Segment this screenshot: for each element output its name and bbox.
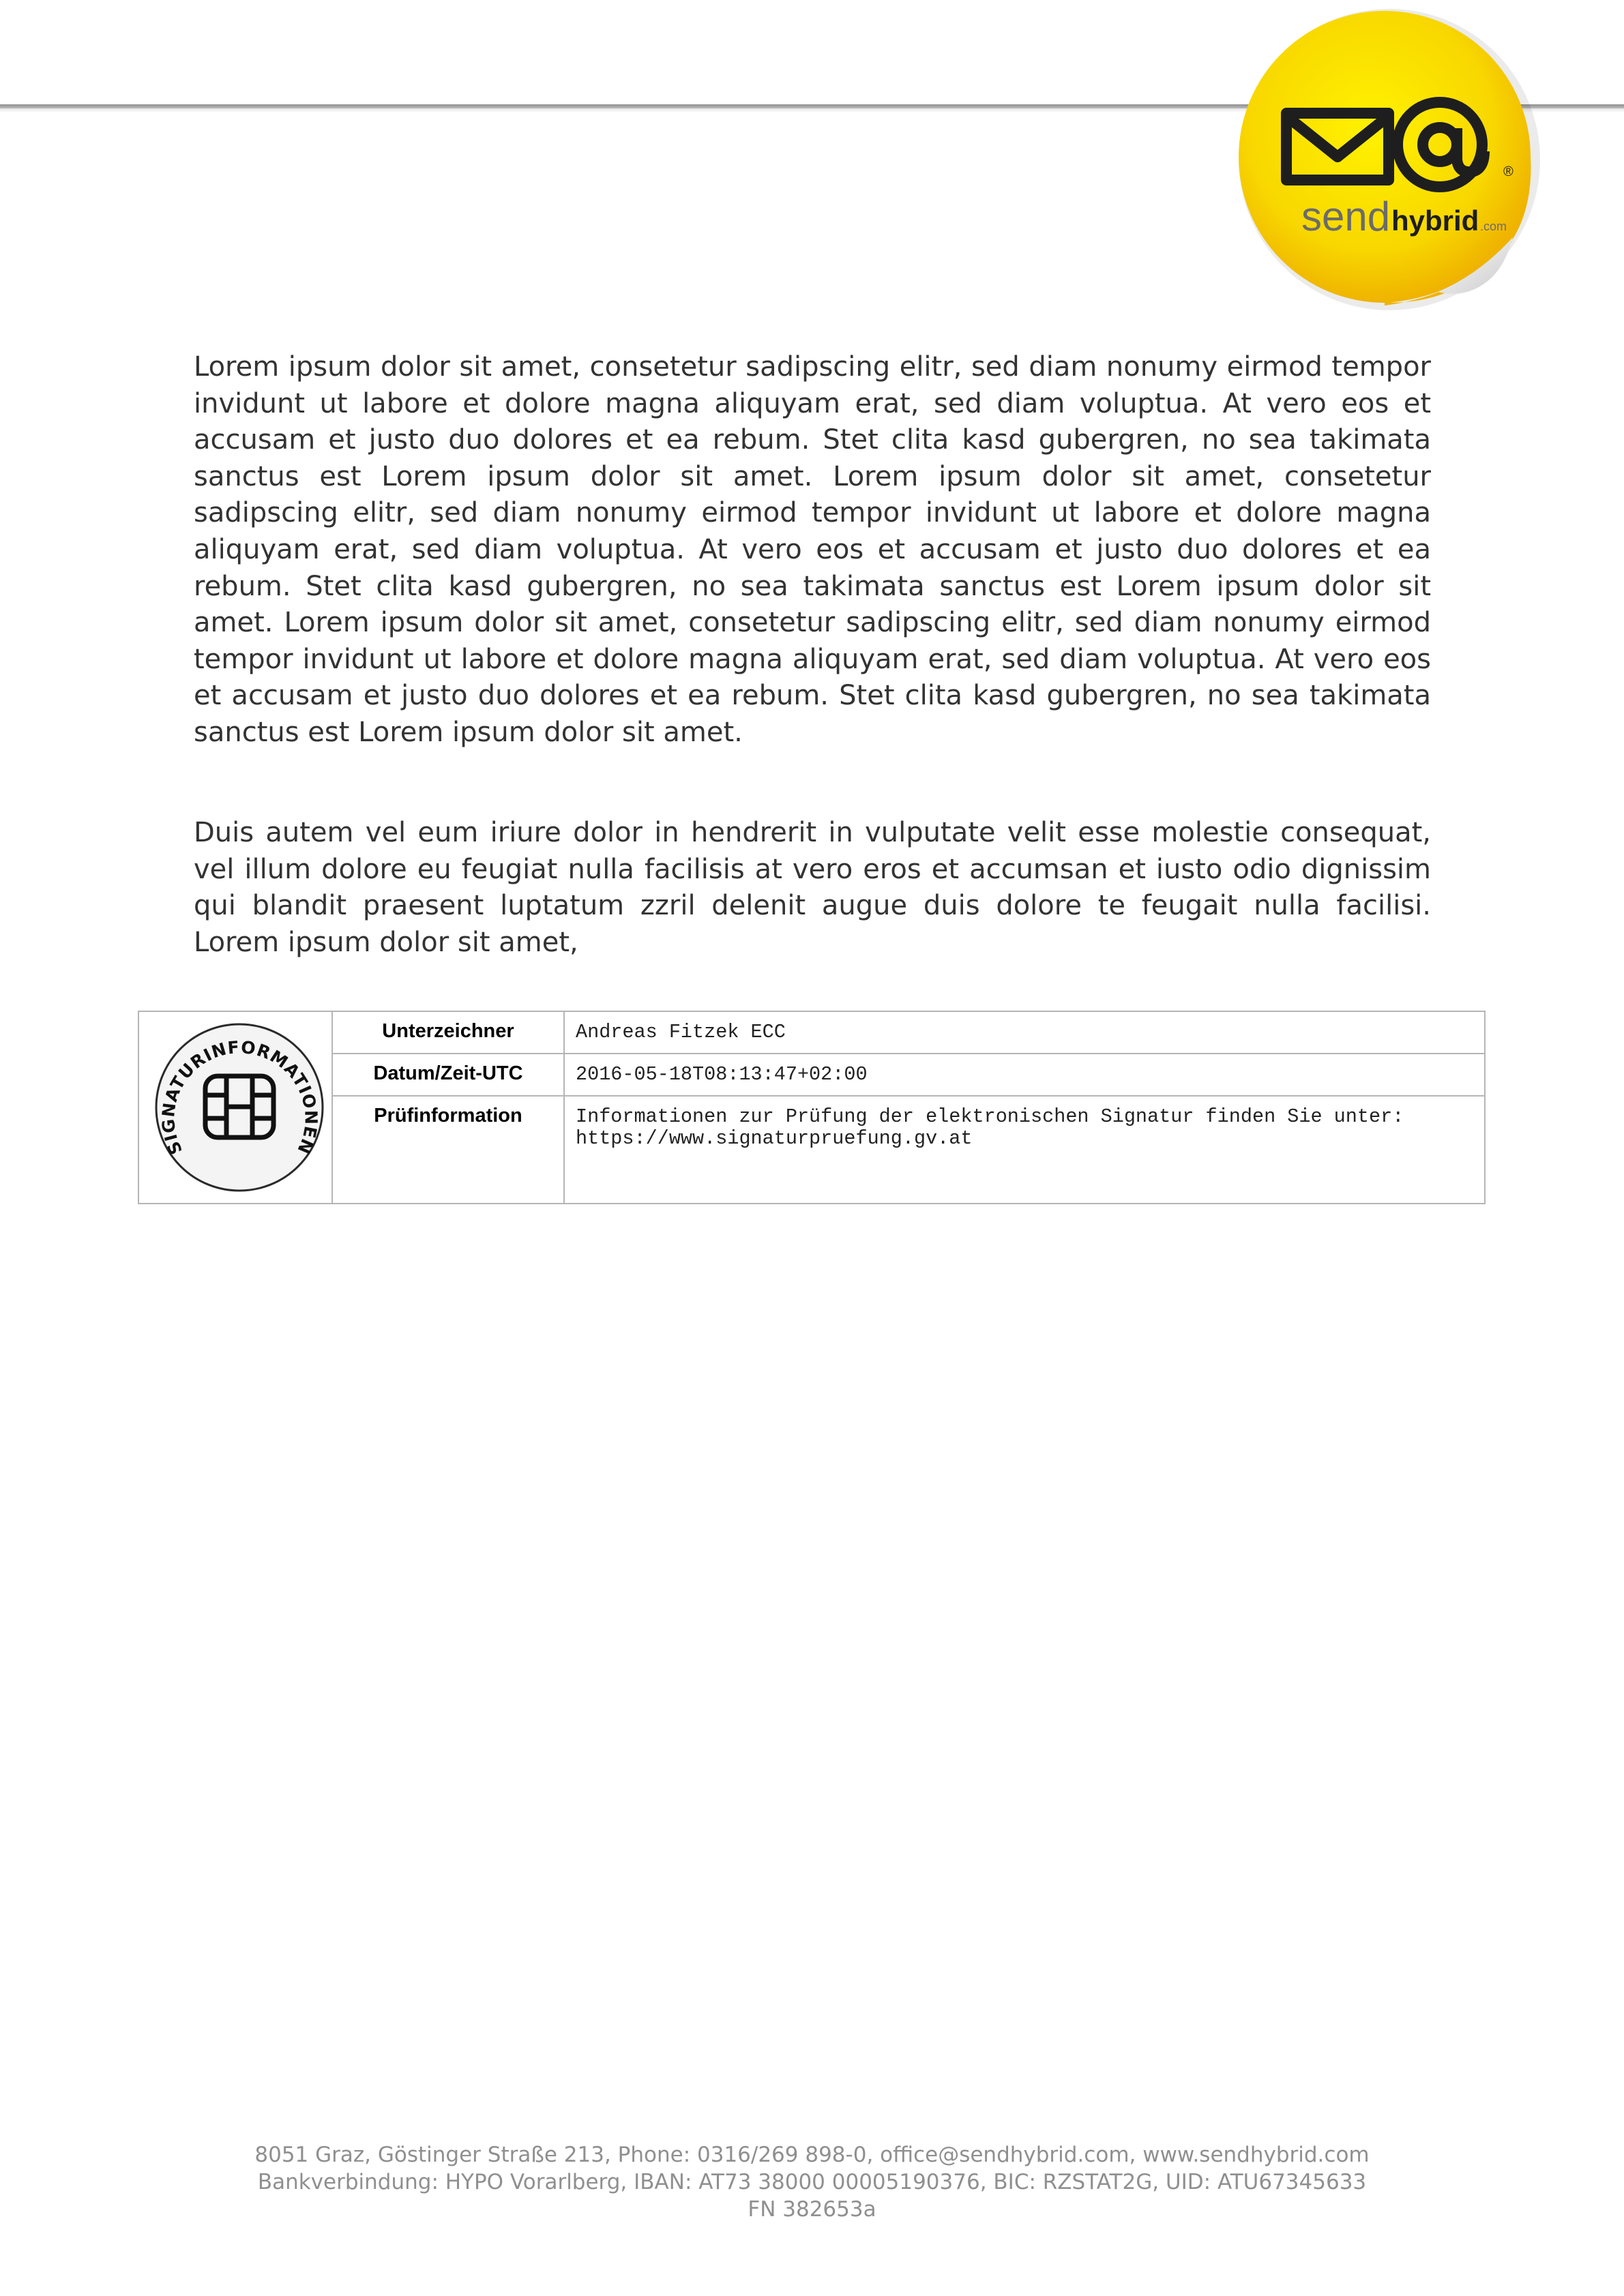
datetime-value: 2016-05-18T08:13:47+02:00: [576, 1063, 868, 1086]
registered-mark: ®: [1503, 164, 1514, 179]
signature-labels: [333, 1012, 565, 1203]
logo-text-hybrid: hybrid: [1391, 205, 1479, 237]
signer-label: Unterzeichner: [382, 1020, 514, 1042]
logo-graphic: [1233, 5, 1554, 326]
signature-block: [138, 1011, 1486, 1204]
sendhybrid-logo: [1233, 5, 1554, 326]
footer-bank: Bankverbindung: HYPO Vorarlberg, IBAN: AT73 38000 00005190376, BIC: RZSTAT2G, UID: ATU67345633: [257, 2170, 1367, 2194]
body-paragraph-2: Duis autem vel eum iriure dolor in hendrerit in vulputate velit esse molestie consequat, vel illum dolore eu feugiat nulla facilisis at vero eros et accumsan et iusto odio dignissim qui blandit praesent luptatum zzril delenit augue duis dolore te feugait nulla facilisi. Lorem ipsum dolor sit amet,: [194, 817, 1431, 958]
seal-text: SIGNATURINFORMATIONEN: [158, 1037, 321, 1158]
verification-label: Prüfinformation: [374, 1105, 522, 1127]
signature-seal-cell: [139, 1012, 333, 1203]
footer-address: 8051 Graz, Göstinger Straße 213, Phone: 0316/269 898-0, office@sendhybrid.com, www.sendhybrid.com: [254, 2143, 1370, 2167]
footer: [0, 2141, 1624, 2223]
datetime-label: Datum/Zeit-UTC: [373, 1062, 523, 1084]
verification-value: Informationen zur Prüfung der elektronischen Signatur finden Sie unter: https://www.signaturpruefung.gv.at: [576, 1105, 1404, 1150]
signature-seal: [153, 1020, 327, 1194]
signature-values: [565, 1012, 1486, 1203]
logo-text-send: send: [1301, 194, 1391, 239]
footer-registration: FN 382653a: [748, 2197, 876, 2222]
signer-value: Andreas Fitzek ECC: [576, 1021, 786, 1043]
body-paragraph-1: Lorem ipsum dolor sit amet, consetetur sadipscing elitr, sed diam nonumy eirmod tempor invidunt ut labore et dolore magna aliquyam erat, sed diam voluptua. At vero eos et accusam et justo duo dolores et ea rebum. Stet clita kasd gubergren, no sea takimata sanctus est Lorem ipsum dolor sit amet. Lorem ipsum dolor sit amet, consetetur sadipscing elitr, sed diam nonumy eirmod tempor invidunt ut labore et dolore magna aliquyam erat, sed diam voluptua. At vero eos et accusam et justo duo dolores et ea rebum. Stet clita kasd gubergren, no sea takimata sanctus est Lorem ipsum dolor sit amet. Lorem ipsum dolor sit amet, consetetur sadipscing elitr, sed diam nonumy eirmod tempor invidunt ut labore et dolore magna aliquyam erat, sed diam voluptua. At vero eos et accusam et justo duo dolores et ea rebum. Stet clita kasd gubergren, no sea takimata sanctus est Lorem ipsum dolor sit amet.: [194, 351, 1431, 748]
logo-text-com: .com: [1480, 220, 1507, 233]
